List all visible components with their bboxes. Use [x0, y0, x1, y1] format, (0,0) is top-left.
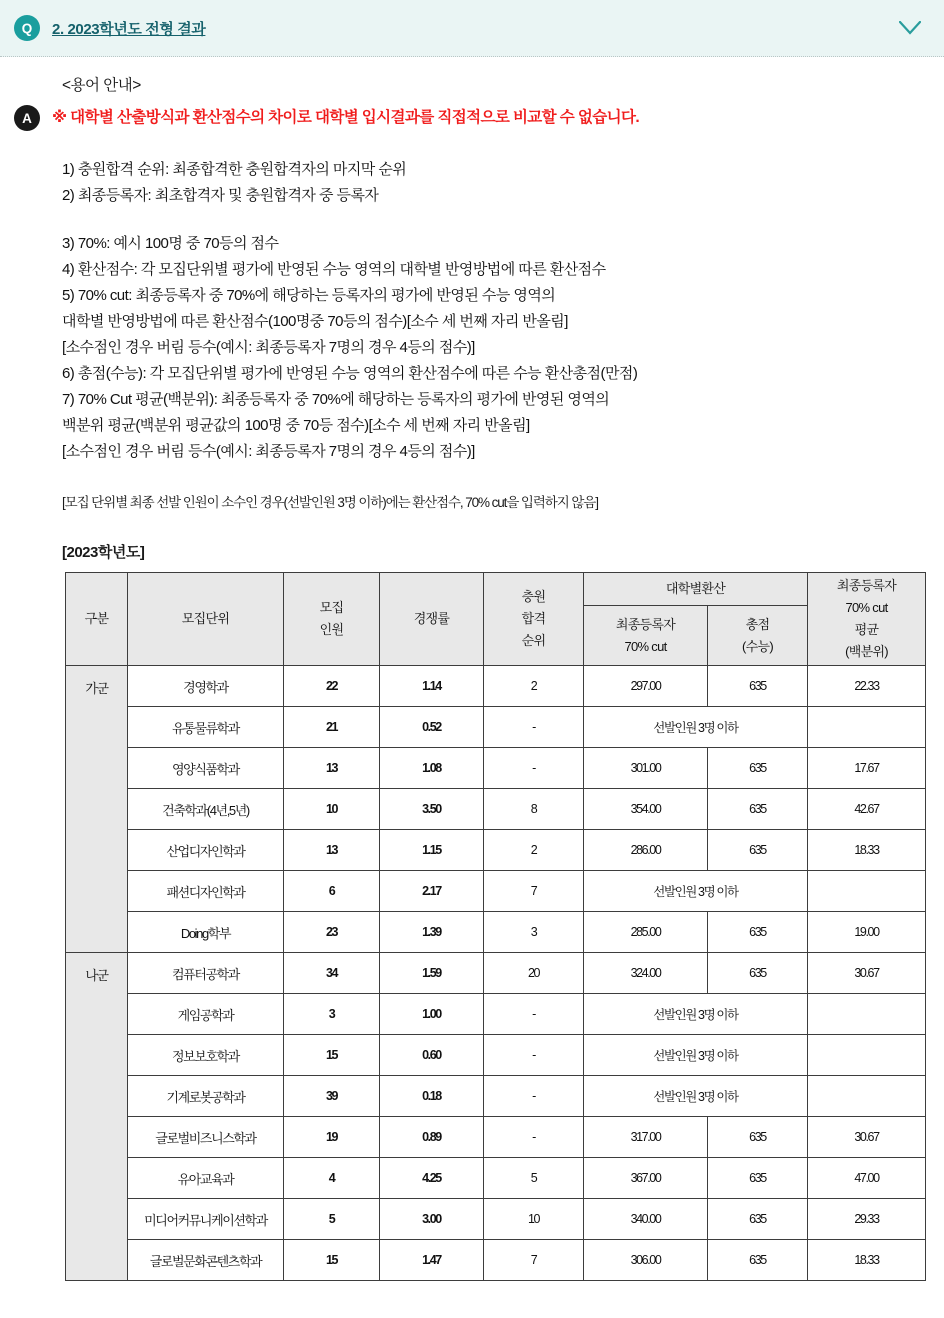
cell-conv-final: 286.00: [584, 830, 708, 871]
cell-percentile: [808, 707, 926, 748]
cell-percentile: 42.67: [808, 789, 926, 830]
cell-percentile: 19.00: [808, 912, 926, 953]
cell-rank: -: [484, 1035, 584, 1076]
col-header-quota-l1: 모집: [319, 600, 344, 615]
cell-ratio: 3.50: [380, 789, 484, 830]
cell-quota: 15: [284, 1035, 380, 1076]
glossary-line: [소수점인 경우 버림 등수(예시: 최종등록자 7명의 경우 4등의 점수)]: [62, 443, 475, 460]
cell-ratio: 1.59: [380, 953, 484, 994]
col-header-conv-total-l1: 총점: [745, 616, 770, 632]
cell-conv-total: 635: [708, 953, 808, 994]
cell-quota: 15: [284, 1240, 380, 1281]
cell-quota: 13: [284, 830, 380, 871]
answer-badge: A: [14, 105, 40, 131]
glossary-line: 4) 환산점수: 각 모집단위별 평가에 반영된 수능 영역의 대학별 반영방법에 따른 환산점수: [62, 261, 606, 278]
cell-percentile: 17.67: [808, 748, 926, 789]
cell-rank: -: [484, 1076, 584, 1117]
spacer: [62, 209, 944, 231]
cell-quota: 3: [284, 994, 380, 1035]
col-header-unit: 모집단위: [128, 573, 284, 666]
cell-percentile: 18.33: [808, 1240, 926, 1281]
cell-ratio: 0.60: [380, 1035, 484, 1076]
cell-quota: 5: [284, 1199, 380, 1240]
cell-conv-final: 297.00: [584, 666, 708, 707]
col-header-quota-l2: 인원: [319, 622, 344, 637]
cell-conv-total: 635: [708, 912, 808, 953]
cell-unit: 건축학과(4년,5년): [128, 789, 284, 830]
cell-conv-total: 635: [708, 748, 808, 789]
cell-unit: 패션디자인학과: [128, 871, 284, 912]
cell-quota: 22: [284, 666, 380, 707]
cell-unit: 글로벌문화콘텐츠학과: [128, 1240, 284, 1281]
cell-ratio: 1.00: [380, 994, 484, 1035]
cell-percentile: [808, 1035, 926, 1076]
cell-conv-final: 285.00: [584, 912, 708, 953]
cell-ratio: 2.17: [380, 871, 484, 912]
cell-quota: 19: [284, 1117, 380, 1158]
cell-percentile: 18.33: [808, 830, 926, 871]
glossary-line: 1) 충원합격 순위: 최종합격한 충원합격자의 마지막 순위: [62, 161, 407, 178]
glossary-line: 6) 총점(수능): 각 모집단위별 평가에 반영된 수능 영역의 환산점수에 따른 수능 환산총점(만점): [62, 365, 638, 382]
answer-body: [0, 57, 944, 1281]
cell-rank: -: [484, 994, 584, 1035]
cell-rank: 5: [484, 1158, 584, 1199]
cell-conv-final: 301.00: [584, 748, 708, 789]
cell-rank: 7: [484, 871, 584, 912]
cell-conv-total: 635: [708, 1117, 808, 1158]
glossary-line: 백분위 평균(백분위 평균값의 100명 중 70등 점수)[소수 세 번째 자리 반올림]: [62, 417, 530, 434]
cell-small-pool-note: 선발인원 3명 이하: [584, 707, 808, 748]
cell-quota: 4: [284, 1158, 380, 1199]
cell-unit: 글로벌비즈니스학과: [128, 1117, 284, 1158]
table-body: [66, 666, 926, 1281]
cell-conv-total: 635: [708, 666, 808, 707]
cell-percentile: [808, 994, 926, 1035]
cell-ratio: 0.18: [380, 1076, 484, 1117]
cell-conv-total: 635: [708, 789, 808, 830]
glossary-line: 7) 70% Cut 평균(백분위): 최종등록자 중 70%에 해당하는 등록자의 평가에 반영된 영역의: [62, 391, 610, 408]
cell-unit: 유아교육과: [128, 1158, 284, 1199]
cell-unit: 컴퓨터공학과: [128, 953, 284, 994]
cell-conv-final: 367.00: [584, 1158, 708, 1199]
row-group-label: 나군: [66, 953, 128, 1281]
glossary-block: [0, 157, 944, 465]
col-header-conv-final-l2: 70% cut: [624, 638, 667, 654]
cell-quota: 34: [284, 953, 380, 994]
col-header-percentile: [808, 573, 926, 666]
table-row: [66, 748, 926, 789]
cell-rank: 7: [484, 1240, 584, 1281]
cell-conv-total: 635: [708, 1199, 808, 1240]
col-header-rank-l3: 순위: [521, 633, 546, 648]
cell-ratio: 1.47: [380, 1240, 484, 1281]
cell-conv-final: 354.00: [584, 789, 708, 830]
table-row: [66, 994, 926, 1035]
small-pool-footnote: [모집 단위별 최종 선발 인원이 소수인 경우(선발인원 3명 이하)에는 환산점수, 70% cut을 입력하지 않음]: [62, 495, 598, 510]
glossary-line: [소수점인 경우 버림 등수(예시: 최종등록자 7명의 경우 4등의 점수)]: [62, 339, 475, 356]
cell-rank: -: [484, 707, 584, 748]
cell-rank: -: [484, 748, 584, 789]
cell-quota: 6: [284, 871, 380, 912]
cell-ratio: 0.89: [380, 1117, 484, 1158]
col-header-percentile-l4: (백분위): [845, 644, 888, 659]
question-badge: Q: [14, 15, 40, 41]
cell-percentile: 47.00: [808, 1158, 926, 1199]
cell-rank: 3: [484, 912, 584, 953]
glossary-line: 5) 70% cut: 최종등록자 중 70%에 해당하는 등록자의 평가에 반영된 수능 영역의: [62, 287, 556, 304]
cell-percentile: [808, 1076, 926, 1117]
accordion-header[interactable]: [0, 0, 944, 57]
col-header-conv-final: [584, 606, 708, 666]
table-row: [66, 666, 926, 707]
cell-conv-final: 317.00: [584, 1117, 708, 1158]
table-row: [66, 789, 926, 830]
cell-rank: 20: [484, 953, 584, 994]
cell-conv-total: 635: [708, 830, 808, 871]
cell-unit: 영양식품학과: [128, 748, 284, 789]
cell-percentile: 30.67: [808, 1117, 926, 1158]
col-header-conversion-group: 대학별환산: [584, 573, 808, 606]
table-header-row-1: [66, 573, 926, 606]
cell-percentile: [808, 871, 926, 912]
warning-row: [0, 105, 944, 131]
cell-quota: 10: [284, 789, 380, 830]
cell-unit: 정보보호학과: [128, 1035, 284, 1076]
cell-quota: 21: [284, 707, 380, 748]
cell-unit: 유통물류학과: [128, 707, 284, 748]
cell-conv-total: 635: [708, 1158, 808, 1199]
chevron-down-icon[interactable]: [898, 16, 922, 40]
cell-unit: 미디어커뮤니케이션학과: [128, 1199, 284, 1240]
glossary-line: 3) 70%: 예시 100명 중 70등의 점수: [62, 235, 279, 252]
table-row: [66, 1117, 926, 1158]
cell-small-pool-note: 선발인원 3명 이하: [584, 1035, 808, 1076]
cell-unit: 산업디자인학과: [128, 830, 284, 871]
col-header-rank-l1: 충원: [521, 589, 546, 604]
cell-conv-final: 306.00: [584, 1240, 708, 1281]
cell-ratio: 4.25: [380, 1158, 484, 1199]
cell-quota: 23: [284, 912, 380, 953]
cell-ratio: 3.00: [380, 1199, 484, 1240]
col-header-ratio: 경쟁률: [380, 573, 484, 666]
cell-percentile: 30.67: [808, 953, 926, 994]
col-header-rank: [484, 573, 584, 666]
accordion-title[interactable]: 2. 2023학년도 전형 결과: [52, 20, 206, 38]
cell-ratio: 1.39: [380, 912, 484, 953]
table-caption: [2023학년도]: [62, 544, 145, 561]
col-header-percentile-l2: 70% cut: [845, 600, 888, 615]
comparison-warning: ※ 대학별 산출방식과 환산점수의 차이로 대학별 입시결과를 직접적으로 비교할 수 없습니다.: [52, 109, 640, 126]
term-guide-label: <용어 안내>: [62, 77, 141, 94]
table-row: [66, 1076, 926, 1117]
admissions-results-table: [65, 572, 926, 1281]
col-header-conv-total: [708, 606, 808, 666]
table-row: [66, 1035, 926, 1076]
col-header-percentile-l1: 최종등록자: [836, 578, 897, 593]
cell-ratio: 1.15: [380, 830, 484, 871]
table-row: [66, 912, 926, 953]
table-row: [66, 1199, 926, 1240]
cell-rank: -: [484, 1117, 584, 1158]
col-header-rank-l2: 합격: [521, 611, 546, 626]
cell-quota: 39: [284, 1076, 380, 1117]
cell-small-pool-note: 선발인원 3명 이하: [584, 1076, 808, 1117]
cell-unit: 경영학과: [128, 666, 284, 707]
results-table-wrap: [0, 572, 944, 1281]
cell-ratio: 1.14: [380, 666, 484, 707]
table-row: [66, 1158, 926, 1199]
table-row: [66, 707, 926, 748]
table-row: [66, 953, 926, 994]
cell-conv-final: 340.00: [584, 1199, 708, 1240]
cell-quota: 13: [284, 748, 380, 789]
cell-unit: 기계로봇공학과: [128, 1076, 284, 1117]
col-header-conv-total-l2: (수능): [742, 638, 773, 654]
cell-percentile: 22.33: [808, 666, 926, 707]
glossary-line: 대학별 반영방법에 따른 환산점수(100명중 70등의 점수)[소수 세 번째 자리 반올림]: [62, 313, 568, 330]
glossary-line: 2) 최종등록자: 최초합격자 및 충원합격자 중 등록자: [62, 187, 379, 204]
col-header-percentile-l3: 평균: [854, 622, 879, 637]
cell-ratio: 0.52: [380, 707, 484, 748]
table-head: [66, 573, 926, 666]
table-row: [66, 830, 926, 871]
cell-rank: 8: [484, 789, 584, 830]
table-row: [66, 871, 926, 912]
cell-rank: 2: [484, 666, 584, 707]
cell-small-pool-note: 선발인원 3명 이하: [584, 994, 808, 1035]
cell-conv-total: 635: [708, 1240, 808, 1281]
col-header-group: 구분: [66, 573, 128, 666]
cell-conv-final: 324.00: [584, 953, 708, 994]
row-group-label: 가군: [66, 666, 128, 953]
cell-percentile: 29.33: [808, 1199, 926, 1240]
col-header-conv-final-l1: 최종등록자: [615, 616, 676, 632]
cell-rank: 2: [484, 830, 584, 871]
cell-unit: Doing학부: [128, 912, 284, 953]
cell-unit: 게임공학과: [128, 994, 284, 1035]
col-header-quota: [284, 573, 380, 666]
table-row: [66, 1240, 926, 1281]
cell-ratio: 1.08: [380, 748, 484, 789]
cell-rank: 10: [484, 1199, 584, 1240]
cell-small-pool-note: 선발인원 3명 이하: [584, 871, 808, 912]
